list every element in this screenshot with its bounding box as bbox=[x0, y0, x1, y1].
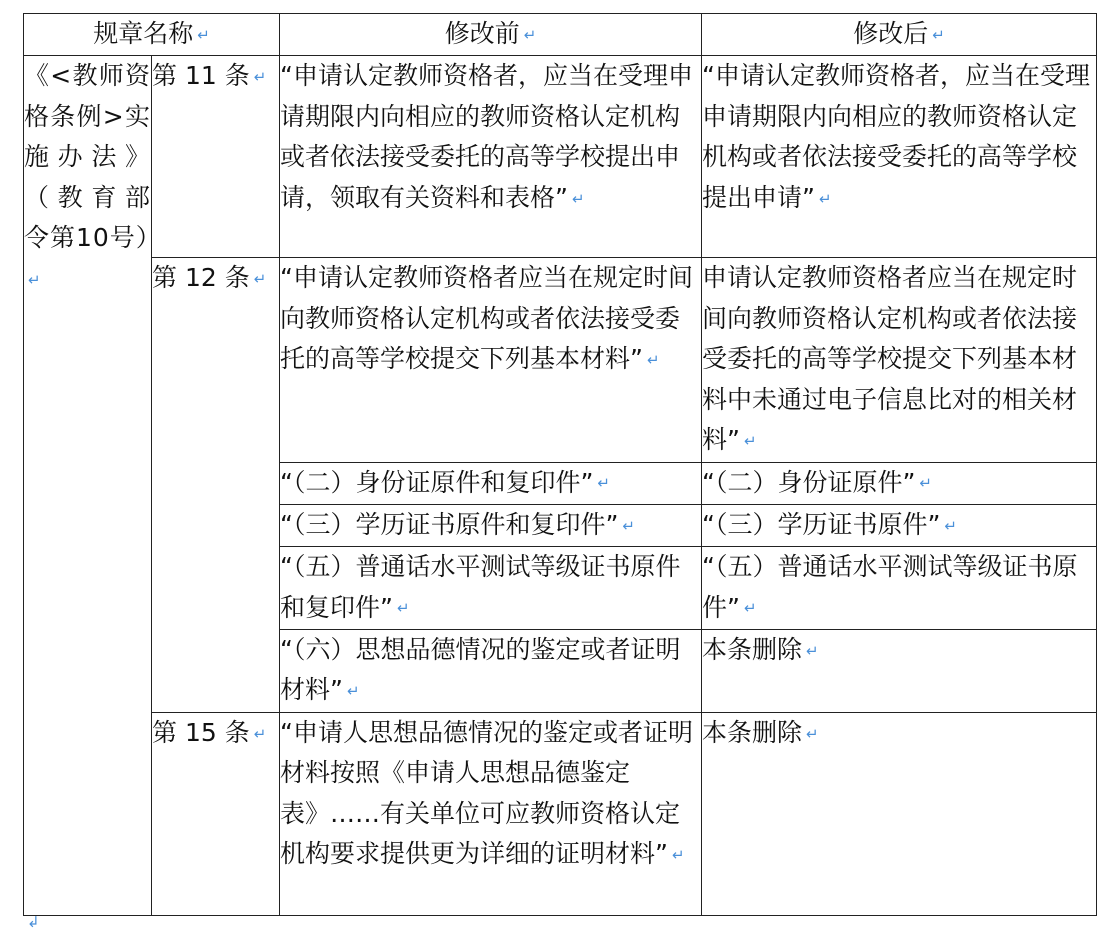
regulation-name-cell: 《<教师资格条例>实施办法》（教育部令第10号）↵ bbox=[24, 56, 152, 916]
paragraph-mark-icon: ↵ bbox=[743, 599, 757, 618]
article-cell: 第 12 条 ↵ bbox=[152, 258, 280, 713]
before-cell: “申请认定教师资格者，应当在受理申请期限内向相应的教师资格认定机构或者依法接受委托的高等学校提出申请，领取有关资料和表格” ↵ bbox=[280, 56, 702, 258]
before-cell: “（五）普通话水平测试等级证书原件和复印件” ↵ bbox=[280, 547, 702, 630]
before-cell: “申请人思想品德情况的鉴定或者证明材料按照《申请人思想品德鉴定表》……有关单位可应教师资格认定机构要求提供更为详细的证明材料” ↵ bbox=[280, 712, 702, 915]
paragraph-mark-icon: ↵ bbox=[818, 189, 832, 208]
paragraph-mark-icon: ↵ bbox=[806, 724, 819, 743]
paragraph-mark-icon: ↵ bbox=[253, 724, 267, 743]
end-paragraph-mark-icon: ↲ bbox=[27, 913, 40, 931]
article-cell: 第 11 条 ↵ bbox=[152, 56, 280, 258]
before-cell: “（六）思想品德情况的鉴定或者证明材料” ↵ bbox=[280, 629, 702, 712]
after-cell: 申请认定教师资格者应当在规定时间向教师资格认定机构或者依法接受委托的高等学校提交下列基本材料中未通过电子信息比对的相关材料” ↵ bbox=[702, 258, 1097, 462]
header-after: 修改后 ↵ bbox=[702, 14, 1097, 56]
after-cell: 本条删除 ↵ bbox=[702, 629, 1097, 712]
table-row bbox=[24, 258, 1097, 462]
paragraph-mark-icon: ↵ bbox=[523, 25, 537, 44]
paragraph-mark-icon: ↵ bbox=[919, 474, 932, 493]
before-cell: “（三）学历证书原件和复印件” ↵ bbox=[280, 504, 702, 546]
header-regulation-name: 规章名称 ↵ bbox=[24, 14, 280, 56]
paragraph-mark-icon: ↵ bbox=[932, 25, 945, 44]
after-cell: “（三）学历证书原件” ↵ bbox=[702, 504, 1097, 546]
paragraph-mark-icon: ↵ bbox=[743, 432, 757, 450]
before-cell: “申请认定教师资格者应当在规定时间向教师资格认定机构或者依法接受委托的高等学校提交下列基本材料” ↵ bbox=[280, 258, 702, 462]
table-row bbox=[24, 56, 1097, 258]
paragraph-mark-icon: ↵ bbox=[253, 270, 267, 288]
article-cell: 第 15 条 ↵ bbox=[152, 712, 280, 915]
paragraph-mark-icon: ↵ bbox=[197, 25, 210, 44]
paragraph-mark-icon: ↵ bbox=[646, 351, 660, 369]
header-row bbox=[24, 14, 1097, 56]
after-cell: 本条删除 ↵ bbox=[702, 712, 1097, 915]
table-row bbox=[24, 712, 1097, 915]
paragraph-mark-icon: ↵ bbox=[944, 516, 957, 535]
paragraph-mark-icon: ↵ bbox=[806, 641, 819, 660]
paragraph-mark-icon: ↵ bbox=[346, 682, 360, 700]
paragraph-mark-icon: ↵ bbox=[671, 846, 685, 864]
header-before: 修改前 ↵ bbox=[280, 14, 702, 56]
after-cell: “（二）身份证原件” ↵ bbox=[702, 462, 1097, 504]
after-cell: “申请认定教师资格者，应当在受理申请期限内向相应的教师资格认定机构或者依法接受委托的高等学校提出申请” ↵ bbox=[702, 56, 1097, 258]
paragraph-mark-icon: ↵ bbox=[622, 516, 635, 535]
paragraph-mark-icon: ↵ bbox=[28, 270, 42, 289]
after-cell: “（五）普通话水平测试等级证书原件” ↵ bbox=[702, 547, 1097, 630]
before-cell: “（二）身份证原件和复印件” ↵ bbox=[280, 462, 702, 504]
paragraph-mark-icon: ↵ bbox=[571, 189, 585, 208]
paragraph-mark-icon: ↵ bbox=[597, 474, 610, 493]
paragraph-mark-icon: ↵ bbox=[396, 599, 410, 618]
paragraph-mark-icon: ↵ bbox=[253, 68, 267, 86]
regulation-comparison-table bbox=[23, 13, 1097, 916]
